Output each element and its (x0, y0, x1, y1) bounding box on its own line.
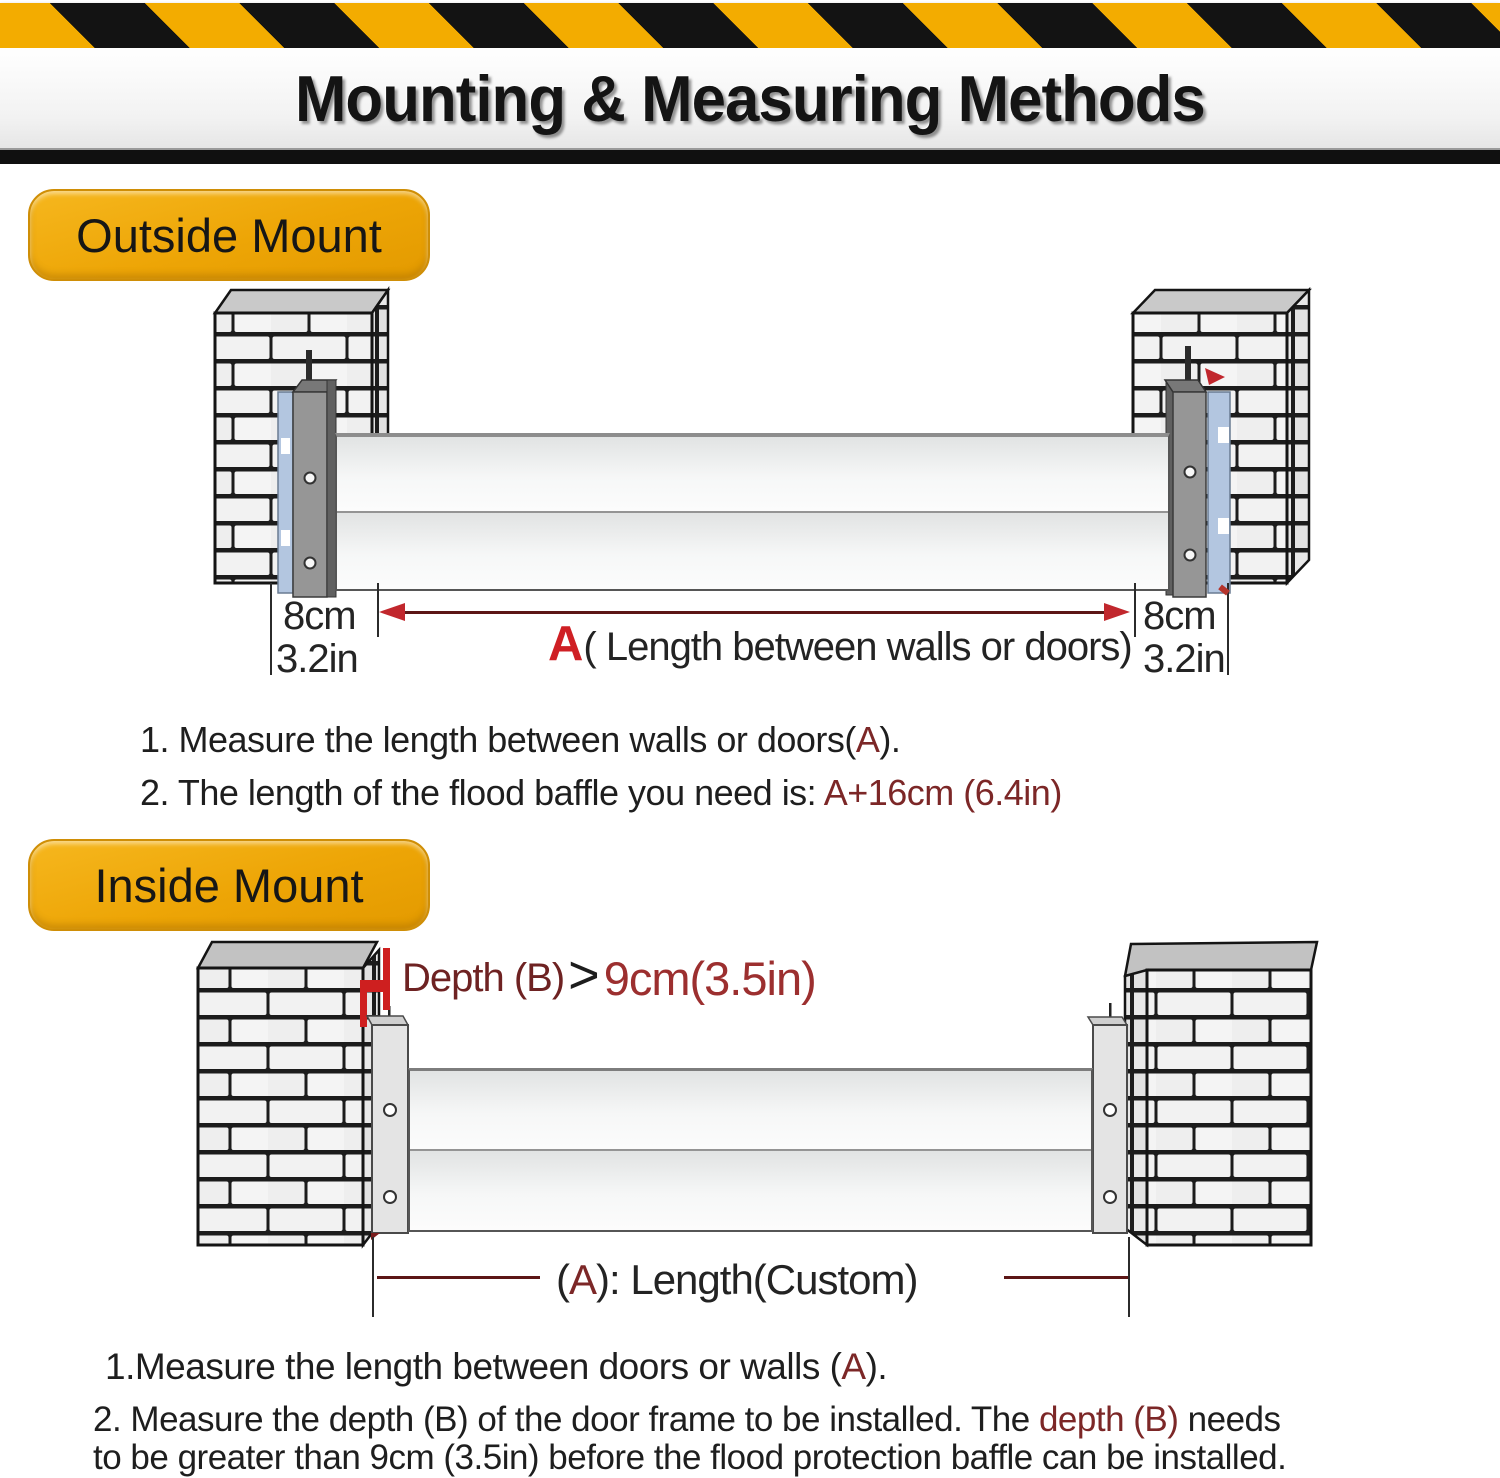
inside-step-2-line-1 (93, 1400, 1281, 1440)
outside-span-caption-a: A (548, 617, 584, 671)
page-title: Mounting & Measuring Methods (295, 61, 1205, 135)
inside-length-text: ): Length(Custom) (596, 1256, 918, 1303)
outside-right-offset-in: 3.2in (1143, 637, 1225, 681)
outside-barrier-panel-bottom (337, 513, 1168, 589)
inside-depth-gt: > (568, 945, 600, 1005)
inside-length-open-paren: ( (556, 1256, 569, 1303)
inside-left-brick-pillar (192, 936, 414, 1254)
inside-barrier-panel-top (410, 1071, 1091, 1151)
inside-step2-text: 2. Measure the depth (B) of the door frame to be installed. The (93, 1400, 1039, 1439)
hazard-stripe-band (0, 3, 1500, 48)
outside-step2-text: 2. The length of the flood baffle you need is: (140, 772, 824, 813)
outside-step1-end: ). (879, 719, 901, 760)
inside-dim-tick-right (1128, 1237, 1130, 1317)
outside-span-caption (548, 616, 1132, 672)
outside-step2-formula: A+16cm (6.4in) (823, 772, 1062, 813)
inside-length-caption (556, 1256, 917, 1304)
inside-step-2-line-2 (93, 1438, 1286, 1478)
banner-divider-bar (0, 148, 1500, 164)
outside-step1-text: 1. Measure the length between walls or doors( (140, 719, 856, 760)
inside-dim-line-right (1004, 1276, 1128, 1279)
outside-right-offset-cm: 8cm (1143, 594, 1216, 638)
inside-step2-end: needs (1178, 1400, 1281, 1439)
outside-mount-label: Outside Mount (76, 208, 382, 262)
inside-step-1 (105, 1346, 887, 1388)
outside-dim-tick-far-left (270, 583, 272, 675)
outside-flood-barrier (335, 433, 1170, 591)
outside-left-offset-in: 3.2in (276, 637, 358, 681)
outside-step-1 (140, 719, 900, 761)
outside-step1-a: A (855, 719, 880, 760)
inside-depth-value: 9cm(3.5in) (603, 951, 816, 1005)
inside-flood-barrier (408, 1068, 1093, 1232)
outside-span-caption-text: ( Length between walls or doors) (583, 625, 1132, 669)
inside-step1-end: ). (865, 1346, 888, 1387)
inside-mount-badge (28, 839, 430, 931)
outside-dim-tick-inner-right (1134, 583, 1136, 637)
outside-step-2 (140, 772, 1062, 814)
outside-arrowhead-left (379, 603, 405, 621)
inside-step2-line2-text: to be greater than 9cm (3.5in) before the flood protection baffle can be installed. (93, 1438, 1287, 1477)
inside-step1-a: A (841, 1346, 866, 1387)
outside-left-offset-cm: 8cm (283, 594, 356, 638)
inside-barrier-panel-bottom (410, 1151, 1091, 1231)
inside-dim-tick-left (372, 1237, 374, 1317)
inside-depth-label: Depth (B) (402, 955, 565, 1000)
outside-mount-badge (28, 189, 430, 281)
outside-dim-tick-far-right (1227, 583, 1229, 675)
outside-barrier-panel-top (337, 437, 1168, 513)
inside-depth-caption (402, 944, 816, 1012)
title-strip (0, 48, 1500, 148)
inside-mount-label: Inside Mount (94, 858, 364, 912)
inside-step1-text: 1.Measure the length between doors or walls ( (105, 1346, 842, 1387)
outside-span-arrow-line (395, 611, 1111, 614)
inside-length-a: A (569, 1256, 597, 1303)
inside-step2-depth: depth (B) (1038, 1400, 1179, 1439)
inside-right-brick-pillar (1080, 936, 1350, 1254)
inside-dim-line-left (377, 1276, 540, 1279)
